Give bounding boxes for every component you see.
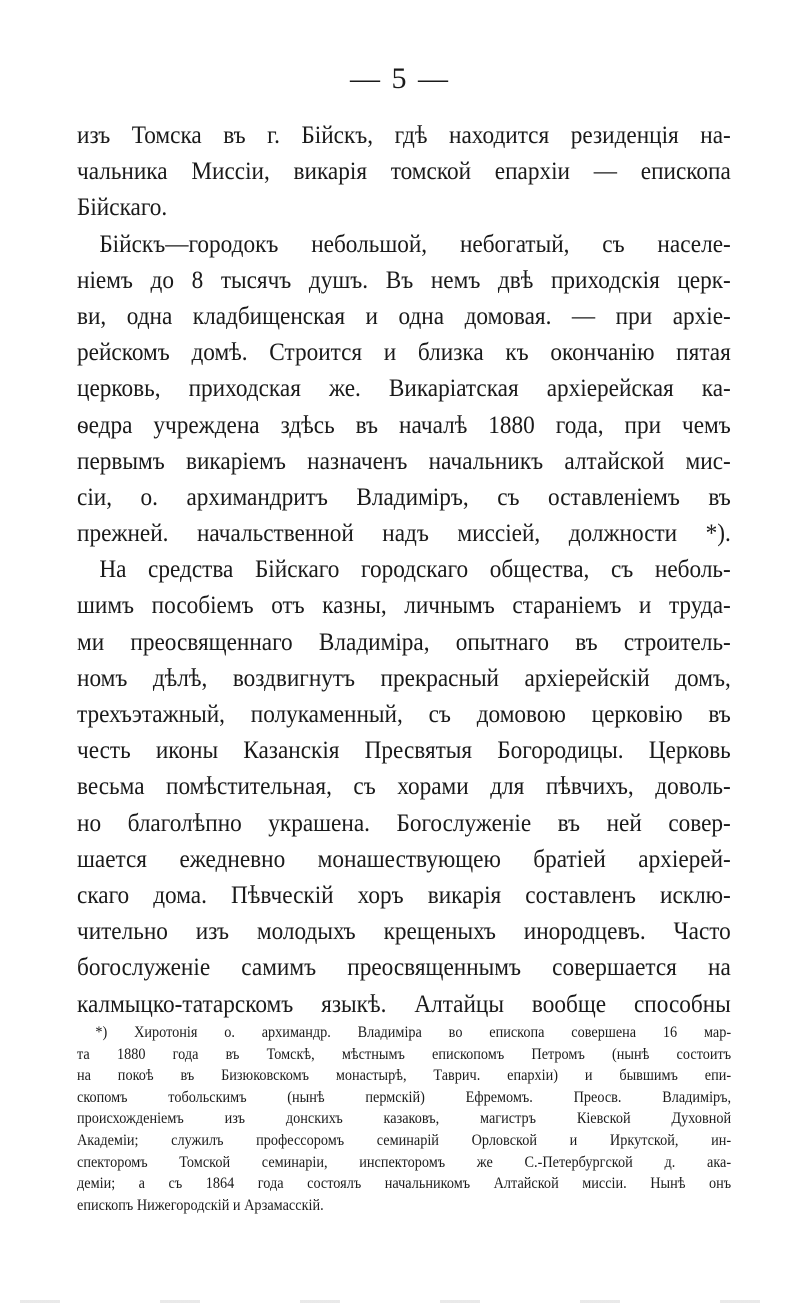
text-line: номъ дѣлѣ, воздвигнутъ прекрасный архіерейскій домъ,	[77, 664, 731, 692]
text-line: изъ Томска въ г. Бійскъ, гдѣ находится резиденція на-	[77, 122, 731, 149]
text-line: первымъ викаріемъ назначенъ начальникъ алтайской мис-	[77, 447, 731, 475]
text-line: На средства Бійскаго городскаго общества, съ неболь-	[99, 556, 731, 584]
text-line: ми преосвященнаго Владиміра, опытнаго въ строитель-	[77, 628, 731, 656]
page-number: — 5 —	[350, 62, 450, 95]
text-line: Бійскаго.	[77, 194, 168, 222]
text-line: церковь, приходская же. Викаріатская архіерейская ка-	[77, 375, 731, 403]
text-line: шается ежедневно монашествующею братіей архіерей-	[77, 845, 731, 873]
text-line: но благолѣпно украшена. Богослуженіе въ ней совер-	[77, 809, 731, 837]
text-line: ніемъ до 8 тысячъ душъ. Въ немъ двѣ приходскія церк-	[77, 266, 731, 294]
text-line: калмыцко-татарскомъ языкѣ. Алтайцы вообще способны	[77, 990, 731, 1018]
footnote-line: скопомъ тобольскимъ (нынѣ пермскій) Ефремомъ. Преосв. Владиміръ,	[77, 1088, 732, 1106]
footnote-line: епископъ Нижегородскій и Арзамасскій.	[77, 1196, 324, 1214]
text-line: богослуженіе самимъ преосвященнымъ совершается на	[77, 954, 731, 982]
text-line: шимъ пособіемъ отъ казны, личнымъ стараніемъ и труда-	[77, 592, 731, 620]
text-line: ви, одна кладбищенская и одна домовая. — при архіе-	[77, 302, 731, 330]
main-text-body	[77, 118, 731, 1023]
text-line: Бійскъ—городокъ небольшой, небогатый, съ населе-	[99, 230, 731, 258]
footnote-line: та 1880 года въ Томскѣ, мѣстнымъ епископомъ Петромъ (нынѣ состоитъ	[77, 1045, 732, 1063]
footnote-line: спекторомъ Томской семинаріи, инспекторомъ же С.-Петербургской д. ака-	[77, 1153, 732, 1171]
text-line: рейскомъ домѣ. Строится и близка къ окончанію пятая	[77, 339, 731, 367]
footnote	[77, 1022, 731, 1216]
text-line: честь иконы Казанскія Пресвятыя Богородицы. Церковь	[77, 737, 731, 765]
text-line: трехъэтажный, полукаменный, съ домовою церковію въ	[77, 701, 731, 728]
footnote-line: деміи; а съ 1864 года состоялъ начальникомъ Алтайской миссіи. Нынѣ онъ	[77, 1175, 732, 1193]
footnote-line: *) Хиротонія о. архимандр. Владиміра во епископа совершена 16 мар-	[95, 1024, 732, 1041]
scan-edge-marks	[20, 1300, 780, 1303]
footnote-line: происхожденіемъ изъ донскихъ казаковъ, магистръ Кіевской Духовной	[77, 1110, 732, 1128]
text-line: скаго дома. Пѣвческій хоръ викарія составленъ исклю-	[77, 881, 731, 909]
text-line: чительно изъ молодыхъ крещеныхъ инородцевъ. Часто	[77, 918, 731, 946]
footnote-line: Академіи; служилъ профессоромъ семинарій Орловской и Иркутской, ин-	[77, 1131, 732, 1149]
text-line: прежней. начальственной надъ миссіей, должности *).	[77, 520, 731, 548]
footnote-line: на покоѣ въ Бизюковскомъ монастырѣ, Таврич. епархіи) и бывшимъ епи-	[77, 1067, 732, 1085]
text-line: чальника Миссіи, викарія томской епархіи — епископа	[77, 158, 731, 186]
text-line: сіи, о. архимандритъ Владиміръ, съ оставленіемъ въ	[77, 483, 731, 511]
text-line: весьма помѣстительная, съ хорами для пѣвчихъ, доволь-	[77, 773, 731, 801]
text-line: ѳедра учреждена здѣсь въ началѣ 1880 года, при чемъ	[77, 411, 731, 439]
